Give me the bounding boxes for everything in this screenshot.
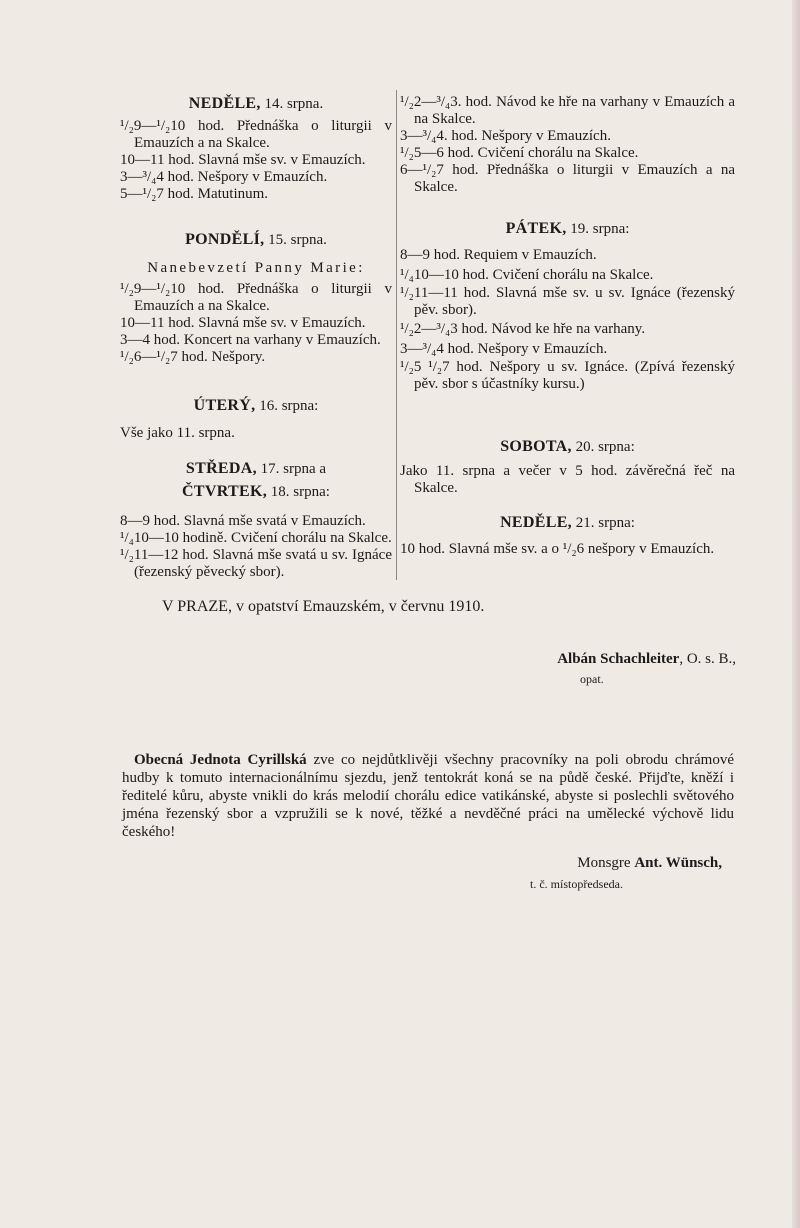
signatory-name: Albán Schachleiter [557, 651, 680, 667]
signatory-name: Ant. Wünsch, [634, 855, 722, 871]
day-heading: SOBOTA, 20. srpna: [500, 438, 635, 455]
section-nedele-21 [400, 514, 735, 558]
schedule-item: 3—³/₄4 hod. Nešpory v Emauzích. [400, 341, 608, 357]
section-pondeli-15 [120, 231, 392, 366]
schedule-item: ¹/₂2—³/₄3. hod. Návod ke hře na varhany v Emauzích a na Skalce. [400, 94, 735, 127]
feast-name: Nanebevzetí Panny Marie: [147, 260, 365, 276]
section-nedele-14 [120, 95, 392, 203]
column-divider [396, 90, 397, 580]
day-heading: STŘEDA, 17. srpna a [185, 460, 327, 477]
section-streda-ctvrtek [120, 460, 392, 581]
day-heading: ÚTERÝ, 16. srpna: [193, 397, 319, 414]
schedule-item: 10—11 hod. Slavná mše sv. v Emauzích. [120, 315, 366, 331]
section-utery-16 [120, 397, 392, 442]
signature-wunsch [500, 855, 722, 872]
schedule-item: ¹/₂5 ¹/₂7 hod. Nešpory u sv. Ignáce. (Zpívá řezenský pěv. sbor s účastníky kursu.) [400, 359, 735, 392]
schedule-item: ¹/₂2—³/₄3 hod. Návod ke hře na varhany. [400, 321, 646, 337]
invitation-text: zve co nejdůtklivěji všechny pracovníky na poli obrodu chrámové hudby k tomuto internacionálnímu sjezdu, jenž tentokrát koná se na půdě české. Přijďte, kněží i ředitelé kůru, abyste vnikli do krás melodií chorálu edice vatikánské, abyste si poslechli světového jména řezenský sbor a vzpružili se k nové, těžké a nevděčné práci na umělecké výchově lidu českého! [122, 752, 734, 840]
place-date-line: V PRAZE, v opatství Emauzském, v červnu 1910. [162, 598, 485, 615]
schedule-item: ¹/₂5—6 hod. Cvičení chorálu na Skalce. [400, 145, 639, 161]
schedule-item: Jako 11. srpna a večer v 5 hod. závěrečná řeč na Skalce. [400, 463, 735, 496]
schedule-item: 3—³/₄4. hod. Nešpory v Emauzích. [400, 128, 611, 144]
day-heading: ČTVRTEK, 18. srpna: [182, 483, 330, 500]
schedule-item: ¹/₄10—10 hodině. Cvičení chorálu na Skalce. [120, 530, 392, 546]
schedule-item: ¹/₄10—10 hod. Cvičení chorálu na Skalce. [400, 267, 654, 283]
day-heading: NEDĚLE, 21. srpna: [500, 514, 635, 531]
schedule-item: 3—4 hod. Koncert na varhany v Emauzích. [120, 332, 381, 348]
day-heading: NEDĚLE, 14. srpna. [188, 95, 324, 112]
organization-name: Obecná Jednota Cyrillská [134, 752, 307, 768]
section-patek-19 [400, 219, 735, 393]
schedule-item: 8—9 hod. Slavná mše svatá v Emauzích. [120, 513, 366, 529]
day-heading: PÁTEK, 19. srpna: [505, 220, 630, 237]
day-heading: PONDĚLÍ, 15. srpna. [185, 231, 327, 248]
schedule-item: 8—9 hod. Requiem v Emauzích. [400, 247, 597, 263]
signatory-prefix: Monsgre [577, 855, 635, 871]
signature-schachleiter [476, 651, 736, 668]
schedule-item: Vše jako 11. srpna. [120, 425, 235, 441]
page-edge [792, 0, 800, 1228]
section-continued [400, 94, 735, 196]
schedule-item: 10 hod. Slavná mše sv. a o ¹/₂6 nešpory v Emauzích. [400, 541, 715, 557]
signatory-suffix: , O. s. B., [679, 651, 736, 667]
schedule-item: 10—11 hod. Slavná mše sv. v Emauzích. [120, 152, 366, 168]
invitation-paragraph [122, 751, 734, 841]
schedule-item: 6—¹/₂7 hod. Přednáška o liturgii v Emauzích a na Skalce. [400, 162, 735, 195]
schedule-item: ¹/₂11—12 hod. Slavná mše svatá u sv. Ignáce (řezenský pěvecký sbor). [120, 547, 392, 580]
schedule-item: ¹/₂6—¹/₂7 hod. Nešpory. [120, 349, 266, 365]
signatory-title: opat. [580, 672, 604, 686]
section-sobota-20 [400, 438, 735, 497]
schedule-item: ¹/₂11—11 hod. Slavná mše sv. u sv. Ignáce (řezenský pěv. sbor). [400, 285, 735, 318]
schedule-item: 5—¹/₂7 hod. Matutinum. [120, 186, 269, 202]
schedule-item: 3—³/₄4 hod. Nešpory v Emauzích. [120, 169, 328, 185]
schedule-item: ¹/₂9—¹/₂10 hod. Přednáška o liturgii v Emauzích a na Skalce. [120, 118, 392, 151]
signatory-title: t. č. místopředseda. [530, 877, 623, 891]
schedule-item: ¹/₂9—¹/₂10 hod. Přednáška o liturgii v Emauzích a na Skalce. [120, 281, 392, 314]
